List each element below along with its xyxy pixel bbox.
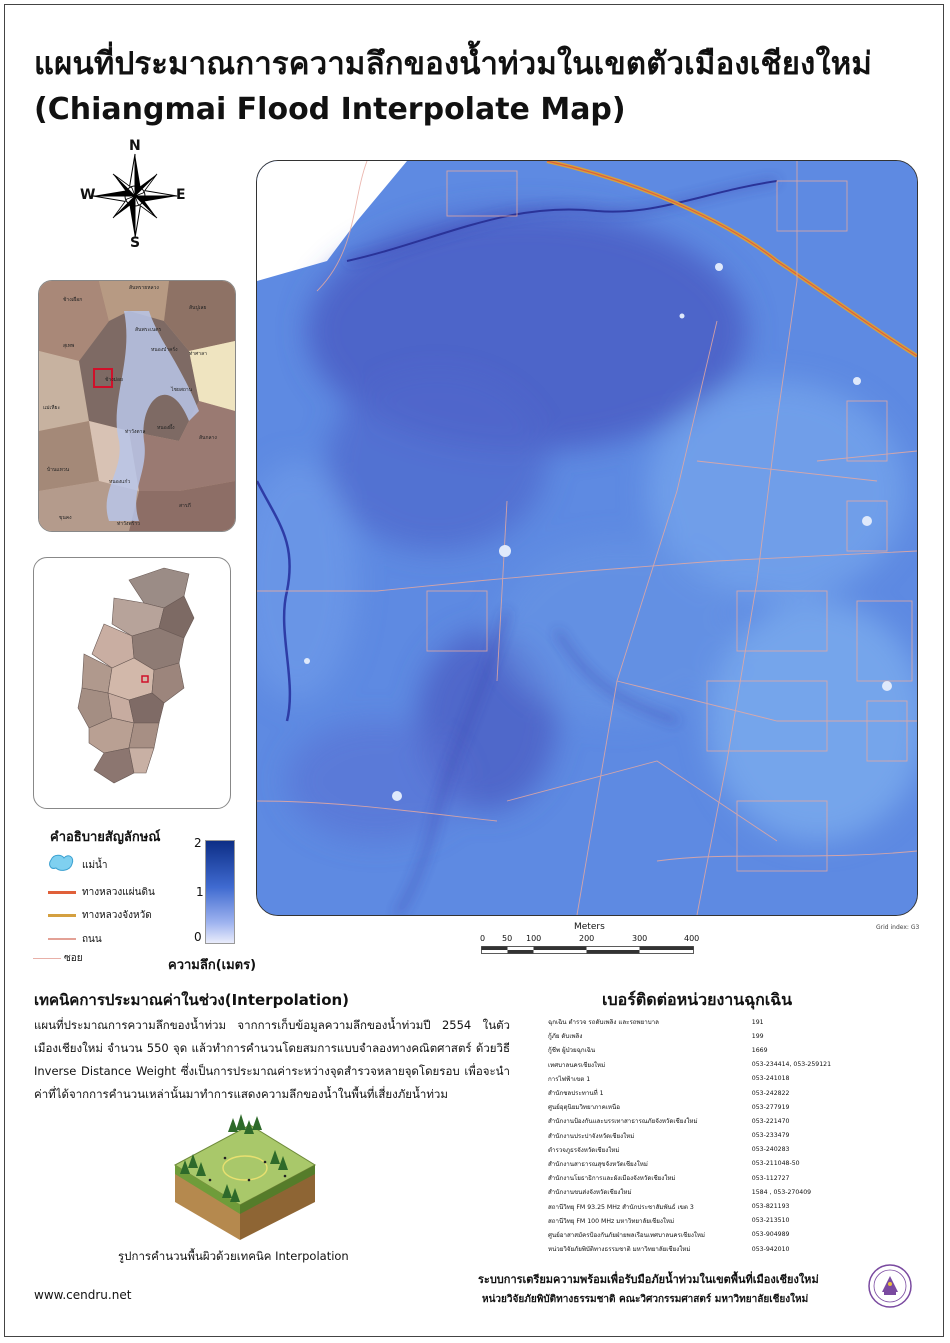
scale-unit-label: Meters (574, 922, 605, 932)
technique-paragraph: แผนที่ประมาณการความลึกของน้ำท่วม จากการเก็บข้อมูลความลึกของน้ำท่วมปี 2554 ในตัวเมืองเชียงใหม่ จำนวน 550 จุด แล้วทำการคำนวนโดยสมการแบบจำลองทางคณิตศาสตร์ ด้วยวิธี Inverse Distance Weight ซึ่งเป็นการประมาณค่าระหว่างจุดสำรวจหลายจุดโดยรอบ เพื่อจะนำค่าที่ได้จากการคำนวนเหล่านั้นมาทำการแสดงความลึกของน้ำในพื้นที่เสี่ยงภัยน้ำท่วม (34, 1018, 510, 1101)
compass-s: S (130, 235, 141, 251)
svg-text:ขุนคง: ขุนคง (59, 515, 72, 521)
emergency-phone-number: 053-233479 (751, 1132, 790, 1140)
emergency-agency-name: สำนักงานโยธาธิการและผังเมืองจังหวัดเชียงใหม่ (548, 1175, 676, 1183)
emergency-phone-number: 053-242822 (751, 1089, 790, 1097)
emergency-agency-name: สถานีวิทยุ FM 100 MHz มหาวิทยาลัยเชียงใหม่ (548, 1217, 675, 1225)
province-inset-map (33, 557, 231, 809)
scale-bar-graphic (481, 946, 696, 956)
emergency-phone-number: 053-904989 (751, 1231, 790, 1239)
flood-depth-raster (257, 161, 917, 915)
emergency-row (548, 1129, 848, 1143)
scale-tick-300: 300 (632, 934, 648, 943)
ramp-mid-label: 1 (196, 885, 204, 899)
emergency-agency-name: ศูนย์อุตุนิยมวิทยาภาคเหนือ (548, 1104, 620, 1112)
scale-tick-50: 50 (502, 934, 513, 943)
svg-text:หนองแก๋ว: หนองแก๋ว (109, 479, 131, 485)
emergency-phone-number: 053-277919 (751, 1103, 790, 1111)
emergency-phone-number: 053-821193 (751, 1203, 790, 1211)
emergency-row (548, 1072, 848, 1086)
svg-text:ไชยสถาน: ไชยสถาน (171, 387, 193, 393)
emergency-row (548, 1143, 848, 1157)
emergency-agency-name: ตำรวจภูธรจังหวัดเชียงใหม่ (548, 1146, 620, 1154)
svg-text:ท่าศาลา: ท่าศาลา (189, 351, 207, 357)
website-link[interactable]: www.cendru.net (34, 1288, 132, 1302)
svg-text:หนองผึ้ง: หนองผึ้ง (157, 425, 175, 431)
legend-soi-label: ซอย (64, 953, 83, 964)
emergency-row (548, 1228, 848, 1242)
svg-text:ช้างเผือก: ช้างเผือก (63, 297, 83, 303)
depth-color-ramp (205, 840, 235, 944)
emergency-row (548, 1086, 848, 1100)
footer-organization: หน่วยวิจัยภัยพิบัติทางธรรมชาติ คณะวิศวกรรมศาสตร์ มหาวิทยาลัยเชียงใหม่ (482, 1294, 809, 1305)
depth-unit-label: ความลึก(เมตร) (168, 958, 257, 973)
emergency-phone-number: 053-241018 (751, 1075, 790, 1083)
svg-text:สันพระเนตร: สันพระเนตร (135, 327, 162, 333)
technique-title: เทคนิคการประมาณค่าในช่วง(Interpolation) (34, 991, 350, 1009)
emergency-title: เบอร์ติดต่อหน่วยงานฉุกเฉิน (602, 990, 793, 1009)
emergency-phone-number: 053-240283 (751, 1146, 790, 1154)
scale-tick-200: 200 (579, 934, 595, 943)
emergency-phone-number: 053-213510 (751, 1217, 790, 1225)
svg-text:สันปูเลย: สันปูเลย (189, 305, 207, 311)
emergency-row (548, 1199, 848, 1213)
svg-text:ช้างม่อย: ช้างม่อย (105, 377, 123, 383)
emergency-agency-name: กู้ชีพ ผู้ป่วยฉุกเฉิน (548, 1047, 596, 1055)
svg-text:สันกลาง: สันกลาง (199, 435, 217, 441)
north-arrow (80, 140, 190, 252)
emergency-row (548, 1242, 848, 1256)
compass-e: E (176, 187, 186, 203)
emergency-row (548, 1100, 848, 1114)
svg-text:สันทรายหลวง: สันทรายหลวง (129, 285, 159, 291)
emergency-agency-name: กู้ภัย ดับเพลิง (548, 1033, 583, 1041)
map-title-english: (Chiangmai Flood Interpolate Map) (34, 92, 626, 127)
grid-index-label: Grid index: G3 (876, 924, 920, 931)
compass-w: W (80, 187, 96, 203)
emergency-agency-name: เทศบาลนครเชียงใหม่ (548, 1061, 606, 1069)
university-seal-logo (868, 1264, 912, 1308)
ramp-min-label: 0 (194, 930, 202, 944)
legend-title: คำอธิบายสัญลักษณ์ (50, 830, 161, 845)
svg-text:บ้านแหวน: บ้านแหวน (47, 467, 70, 473)
emergency-row (548, 1015, 848, 1029)
emergency-row (548, 1029, 848, 1043)
emergency-row (548, 1043, 848, 1057)
emergency-agency-name: ศูนย์อาสาสมัครป้องกันภัยฝ่ายพลเรือนเทศบาลนครเชียงใหม่ (548, 1231, 706, 1239)
emergency-row (548, 1171, 848, 1185)
legend-provincial-highway-label: ทางหลวงจังหวัด (82, 910, 152, 921)
legend-national-highway-label: ทางหลวงแผ่นดิน (82, 887, 155, 898)
interpolation-illustration (165, 1110, 325, 1245)
emergency-phone-number: 1584 , 053-270409 (751, 1188, 812, 1196)
legend-road-label: ถนน (82, 934, 102, 945)
district-map-graphic (39, 281, 235, 531)
province-map-graphic (34, 558, 230, 808)
legend-road-swatch (48, 938, 76, 940)
emergency-phone-number: 053-211048-50 (751, 1160, 800, 1168)
emergency-agency-name: สถานีวิทยุ FM 93.25 MHz สำนักประชาสัมพันธ์ เขต 3 (548, 1203, 694, 1211)
emergency-agency-name: การไฟฟ้าเขต 1 (548, 1075, 591, 1083)
svg-text:หนองป่าครั่ง: หนองป่าครั่ง (151, 347, 178, 353)
emergency-agency-name: สำนักงานขนส่งจังหวัดเชียงใหม่ (548, 1189, 632, 1197)
legend-soi-swatch (33, 958, 61, 959)
emergency-phone-number: 191 (751, 1018, 764, 1026)
compass-n: N (129, 138, 141, 154)
river-symbol-icon (48, 852, 76, 874)
emergency-phone-number: 053-221470 (751, 1117, 790, 1125)
ramp-max-label: 2 (194, 836, 202, 850)
legend-river-label: แม่น้ำ (82, 860, 108, 871)
scale-bar (480, 920, 700, 960)
legend-provincial-highway-swatch (48, 914, 76, 917)
map-title-thai: แผนที่ประมาณการความลึกของน้ำท่วมในเขตตัวเมืองเชียงใหม่ (34, 46, 873, 82)
svg-text:สุเทพ: สุเทพ (63, 343, 75, 349)
district-inset-map (38, 280, 236, 532)
emergency-agency-name: สำนักงานประปาจังหวัดเชียงใหม่ (548, 1132, 635, 1140)
svg-text:แม่เหียะ: แม่เหียะ (43, 405, 61, 411)
emergency-agency-name: สำนักงานป้องกันและบรรเทาสาธารณภัยจังหวัดเชียงใหม่ (548, 1118, 698, 1126)
emergency-phone-number: 199 (751, 1032, 764, 1040)
footer-system-name: ระบบการเตรียมความพร้อมเพื่อรับมือภัยน้ำท่วมในเขตพื้นที่เมืองเชียงใหม่ (478, 1273, 819, 1286)
svg-text:ท่าวังพร้าว: ท่าวังพร้าว (117, 521, 140, 527)
flood-depth-map[interactable] (256, 160, 918, 916)
svg-text:สารภี: สารภี (179, 503, 191, 509)
emergency-phone-number: 1669 (751, 1046, 768, 1054)
scale-tick-0: 0 (480, 934, 486, 943)
emergency-row (548, 1058, 848, 1072)
emergency-agency-name: สำนักงานสาธารณสุขจังหวัดเชียงใหม่ (548, 1160, 648, 1168)
svg-text:ท่าวังตาล: ท่าวังตาล (125, 429, 146, 435)
emergency-row (548, 1185, 848, 1199)
legend-national-highway-swatch (48, 891, 76, 894)
emergency-agency-name: ฉุกเฉิน ตำรวจ รถดับเพลิง และรถพยาบาล (548, 1019, 659, 1027)
emergency-row (548, 1214, 848, 1228)
emergency-agency-name: หน่วยวิจัยภัยพิบัติทางธรรมชาติ มหาวิทยาลัยเชียงใหม่ (548, 1246, 691, 1254)
emergency-row (548, 1157, 848, 1171)
emergency-phone-number: 053-234414, 053-259121 (751, 1061, 832, 1069)
scale-tick-400: 400 (684, 934, 700, 943)
emergency-contacts-table (548, 1015, 848, 1256)
emergency-agency-name: สำนักชลประทานที่ 1 (548, 1090, 604, 1098)
illustration-caption: รูปการคำนวนพื้นผิวด้วยเทคนิค Interpolation (118, 1249, 349, 1263)
emergency-row (548, 1114, 848, 1128)
scale-tick-100: 100 (526, 934, 542, 943)
emergency-phone-number: 053-112727 (751, 1174, 790, 1182)
emergency-phone-number: 053-942010 (751, 1245, 790, 1253)
